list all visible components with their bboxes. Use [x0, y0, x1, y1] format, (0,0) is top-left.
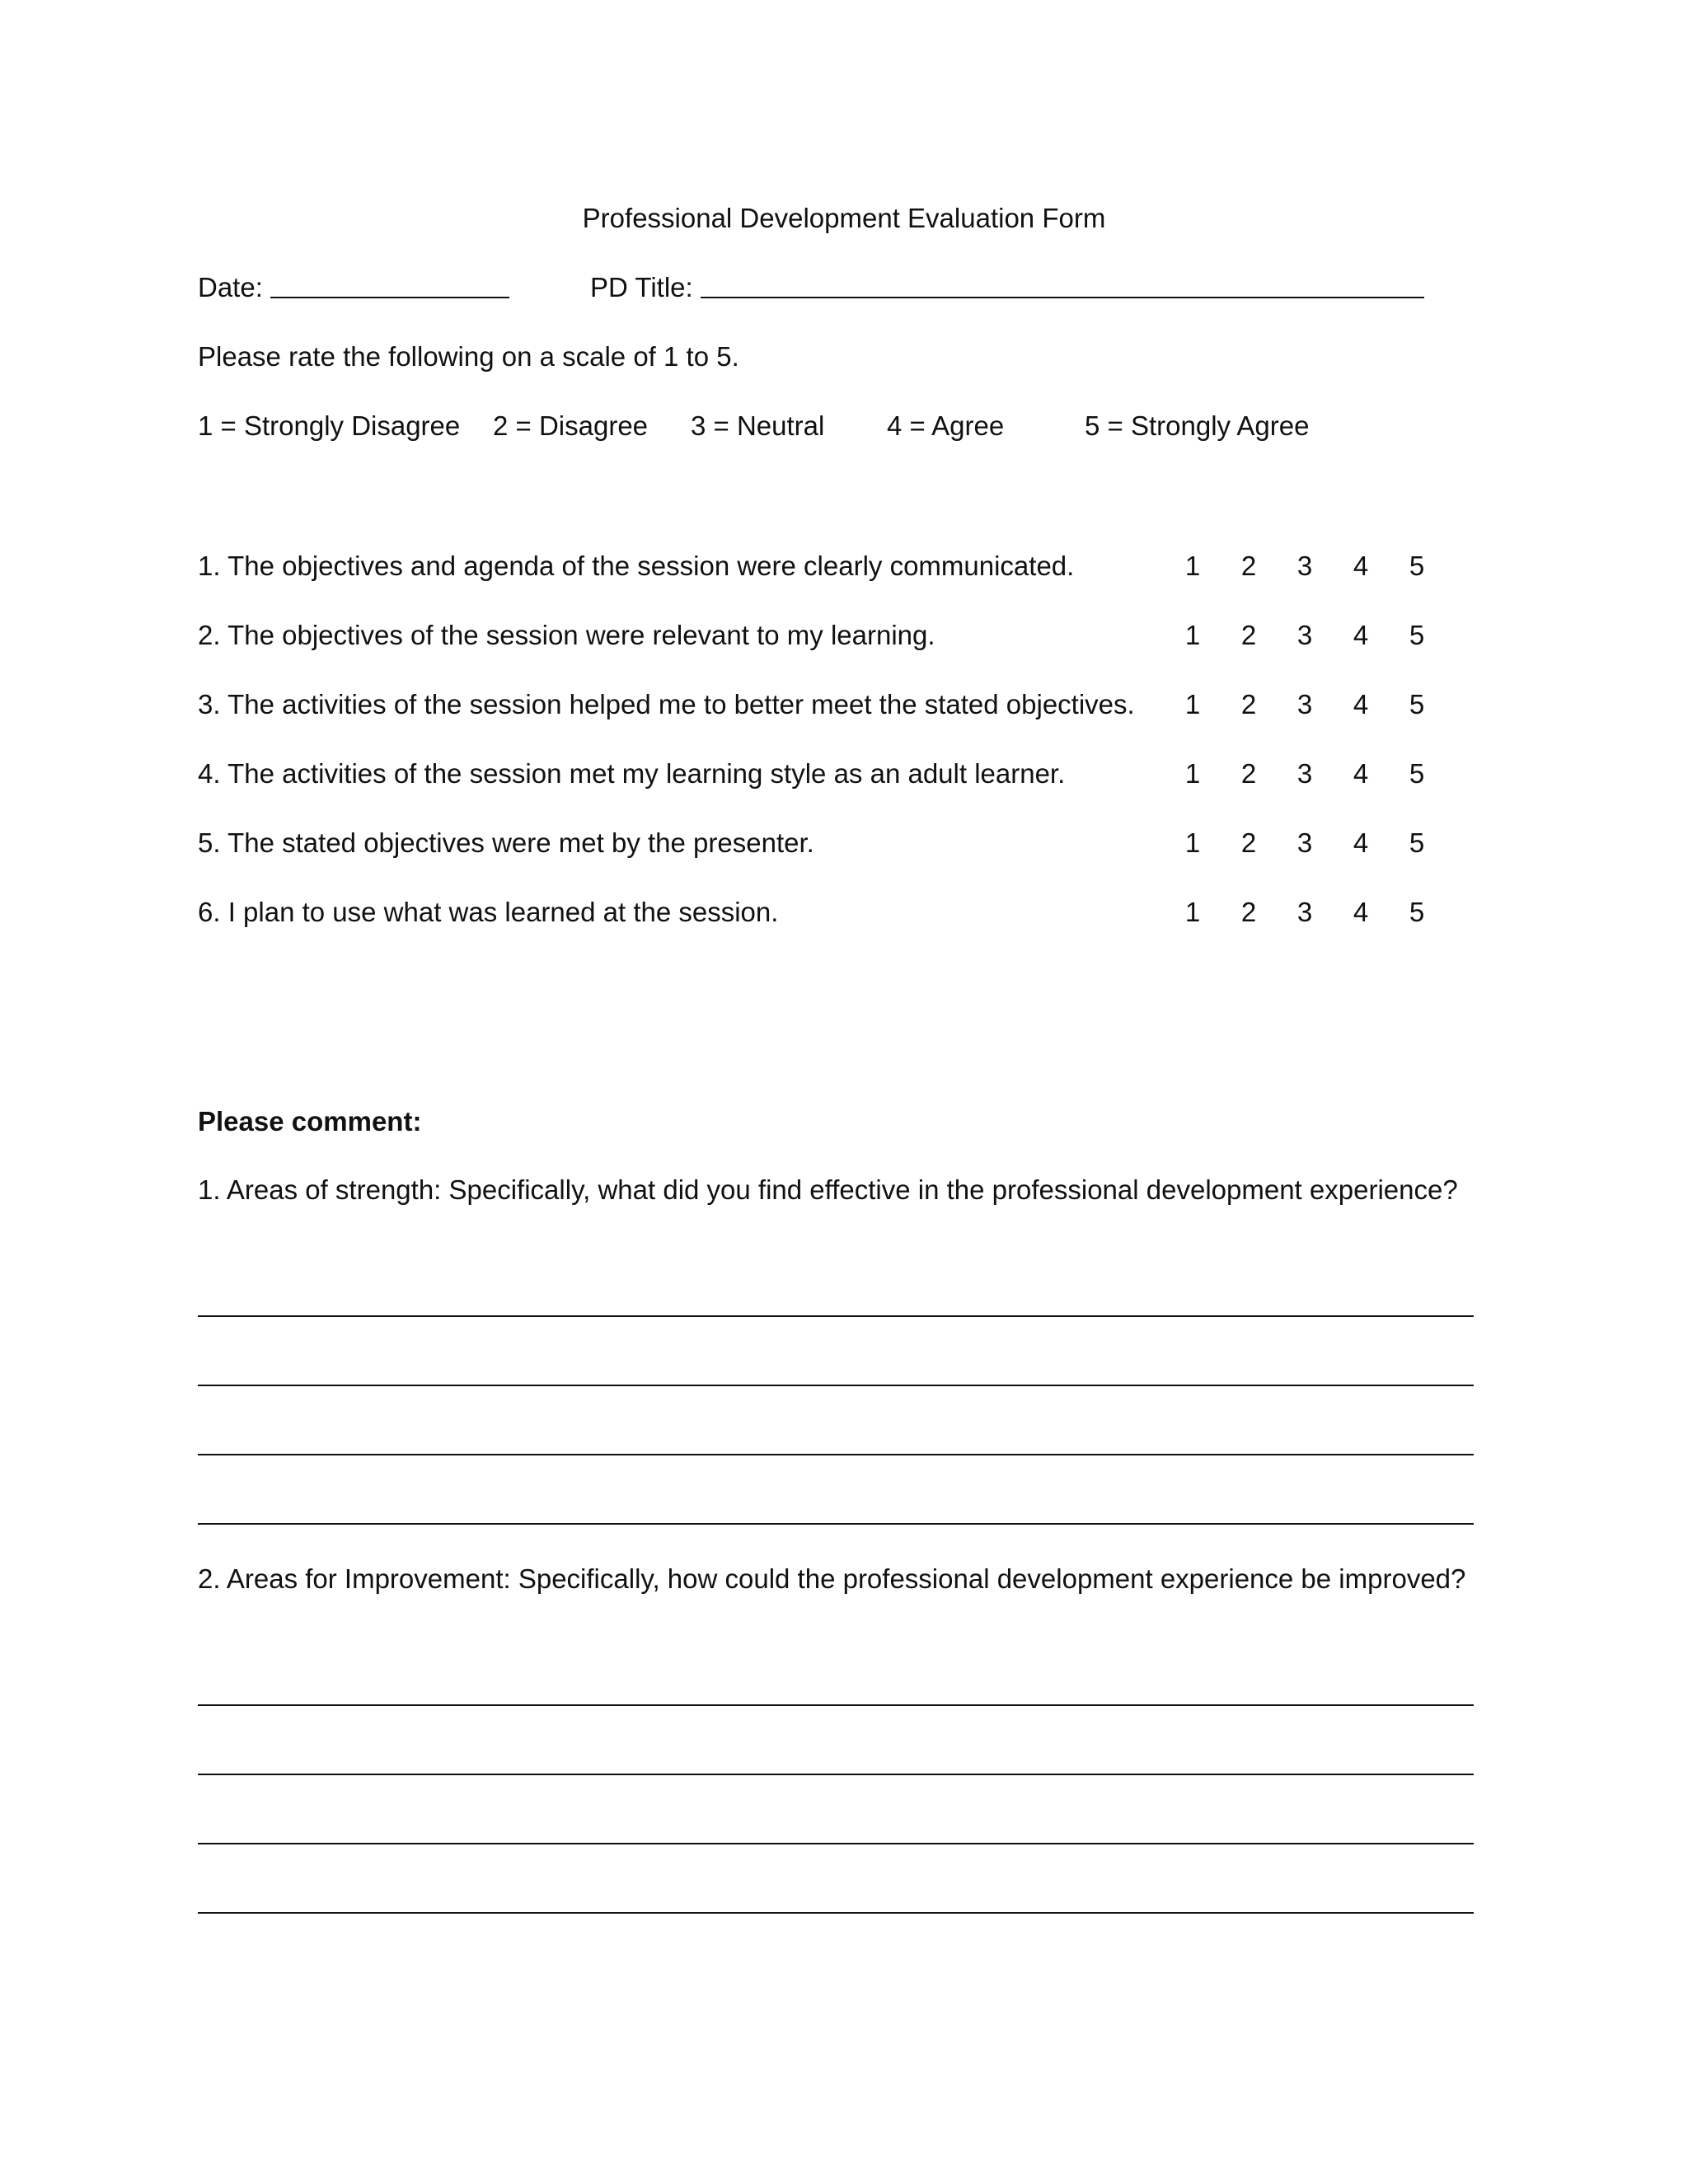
rating-option-1-5[interactable]: 5 — [1409, 551, 1425, 581]
comment-line[interactable] — [198, 1315, 1474, 1317]
comment-line[interactable] — [198, 1912, 1474, 1914]
rating-option-5-4[interactable]: 4 — [1353, 827, 1369, 858]
comment-heading: Please comment: — [198, 1106, 422, 1137]
rating-option-4-2[interactable]: 2 — [1240, 758, 1257, 789]
rating-option-3-3[interactable]: 3 — [1296, 689, 1313, 719]
rating-option-2-3[interactable]: 3 — [1296, 620, 1313, 650]
rating-option-6-3[interactable]: 3 — [1296, 897, 1313, 927]
comment-line[interactable] — [198, 1774, 1474, 1775]
rating-option-1-3[interactable]: 3 — [1296, 551, 1313, 581]
scale-item-2: 2 = Disagree — [493, 410, 649, 441]
rating-option-2-4[interactable]: 4 — [1353, 620, 1369, 650]
rating-option-4-5[interactable]: 5 — [1409, 758, 1425, 789]
scale-item-1: 1 = Strongly Disagree — [198, 410, 461, 441]
statement-5: 5. The stated objectives were met by the presenter. — [198, 827, 814, 858]
statement-2: 2. The objectives of the session were relevant to my learning. — [198, 620, 935, 650]
instructions: Please rate the following on a scale of 1 to 5. — [198, 341, 739, 372]
rating-option-5-3[interactable]: 3 — [1296, 827, 1313, 858]
rating-option-2-1[interactable]: 1 — [1184, 620, 1201, 650]
comment-question-1: 1. Areas of strength: Specifically, what did you find effective in the professional development experience? — [198, 1174, 1458, 1205]
comment-question-2: 2. Areas for Improvement: Specifically, how could the professional development experience be improved? — [198, 1563, 1466, 1594]
rating-option-1-1[interactable]: 1 — [1184, 551, 1201, 581]
scale-item-5: 5 = Strongly Agree — [1085, 410, 1310, 441]
rating-option-6-4[interactable]: 4 — [1353, 897, 1369, 927]
date-field[interactable] — [270, 297, 509, 298]
comment-line[interactable] — [198, 1523, 1474, 1525]
statement-4: 4. The activities of the session met my learning style as an adult learner. — [198, 758, 1066, 789]
rating-option-4-3[interactable]: 3 — [1296, 758, 1313, 789]
rating-option-3-2[interactable]: 2 — [1240, 689, 1257, 719]
rating-option-2-2[interactable]: 2 — [1240, 620, 1257, 650]
scale-item-3: 3 = Neutral — [691, 410, 825, 441]
comment-line[interactable] — [198, 1843, 1474, 1844]
comment-line[interactable] — [198, 1454, 1474, 1455]
date-label: Date: — [198, 272, 263, 302]
statement-6: 6. I plan to use what was learned at the session. — [198, 897, 779, 927]
rating-option-6-1[interactable]: 1 — [1184, 897, 1201, 927]
statement-1: 1. The objectives and agenda of the session were clearly communicated. — [198, 551, 1075, 581]
rating-option-3-1[interactable]: 1 — [1184, 689, 1201, 719]
rating-option-3-5[interactable]: 5 — [1409, 689, 1425, 719]
rating-option-6-5[interactable]: 5 — [1409, 897, 1425, 927]
rating-option-5-1[interactable]: 1 — [1184, 827, 1201, 858]
rating-option-6-2[interactable]: 2 — [1240, 897, 1257, 927]
rating-option-1-2[interactable]: 2 — [1240, 551, 1257, 581]
rating-option-5-5[interactable]: 5 — [1409, 827, 1425, 858]
scale-item-4: 4 = Agree — [887, 410, 1005, 441]
rating-option-3-4[interactable]: 4 — [1353, 689, 1369, 719]
rating-option-4-1[interactable]: 1 — [1184, 758, 1201, 789]
comment-line[interactable] — [198, 1704, 1474, 1706]
statement-3: 3. The activities of the session helped me to better meet the stated objectives. — [198, 689, 1135, 719]
rating-option-2-5[interactable]: 5 — [1409, 620, 1425, 650]
pd-title-field[interactable] — [701, 297, 1424, 298]
rating-option-4-4[interactable]: 4 — [1353, 758, 1369, 789]
rating-option-5-2[interactable]: 2 — [1240, 827, 1257, 858]
comment-line[interactable] — [198, 1385, 1474, 1386]
form-title: Professional Development Evaluation Form — [582, 203, 1106, 233]
pd-title-label: PD Title: — [590, 272, 693, 302]
rating-option-1-4[interactable]: 4 — [1353, 551, 1369, 581]
